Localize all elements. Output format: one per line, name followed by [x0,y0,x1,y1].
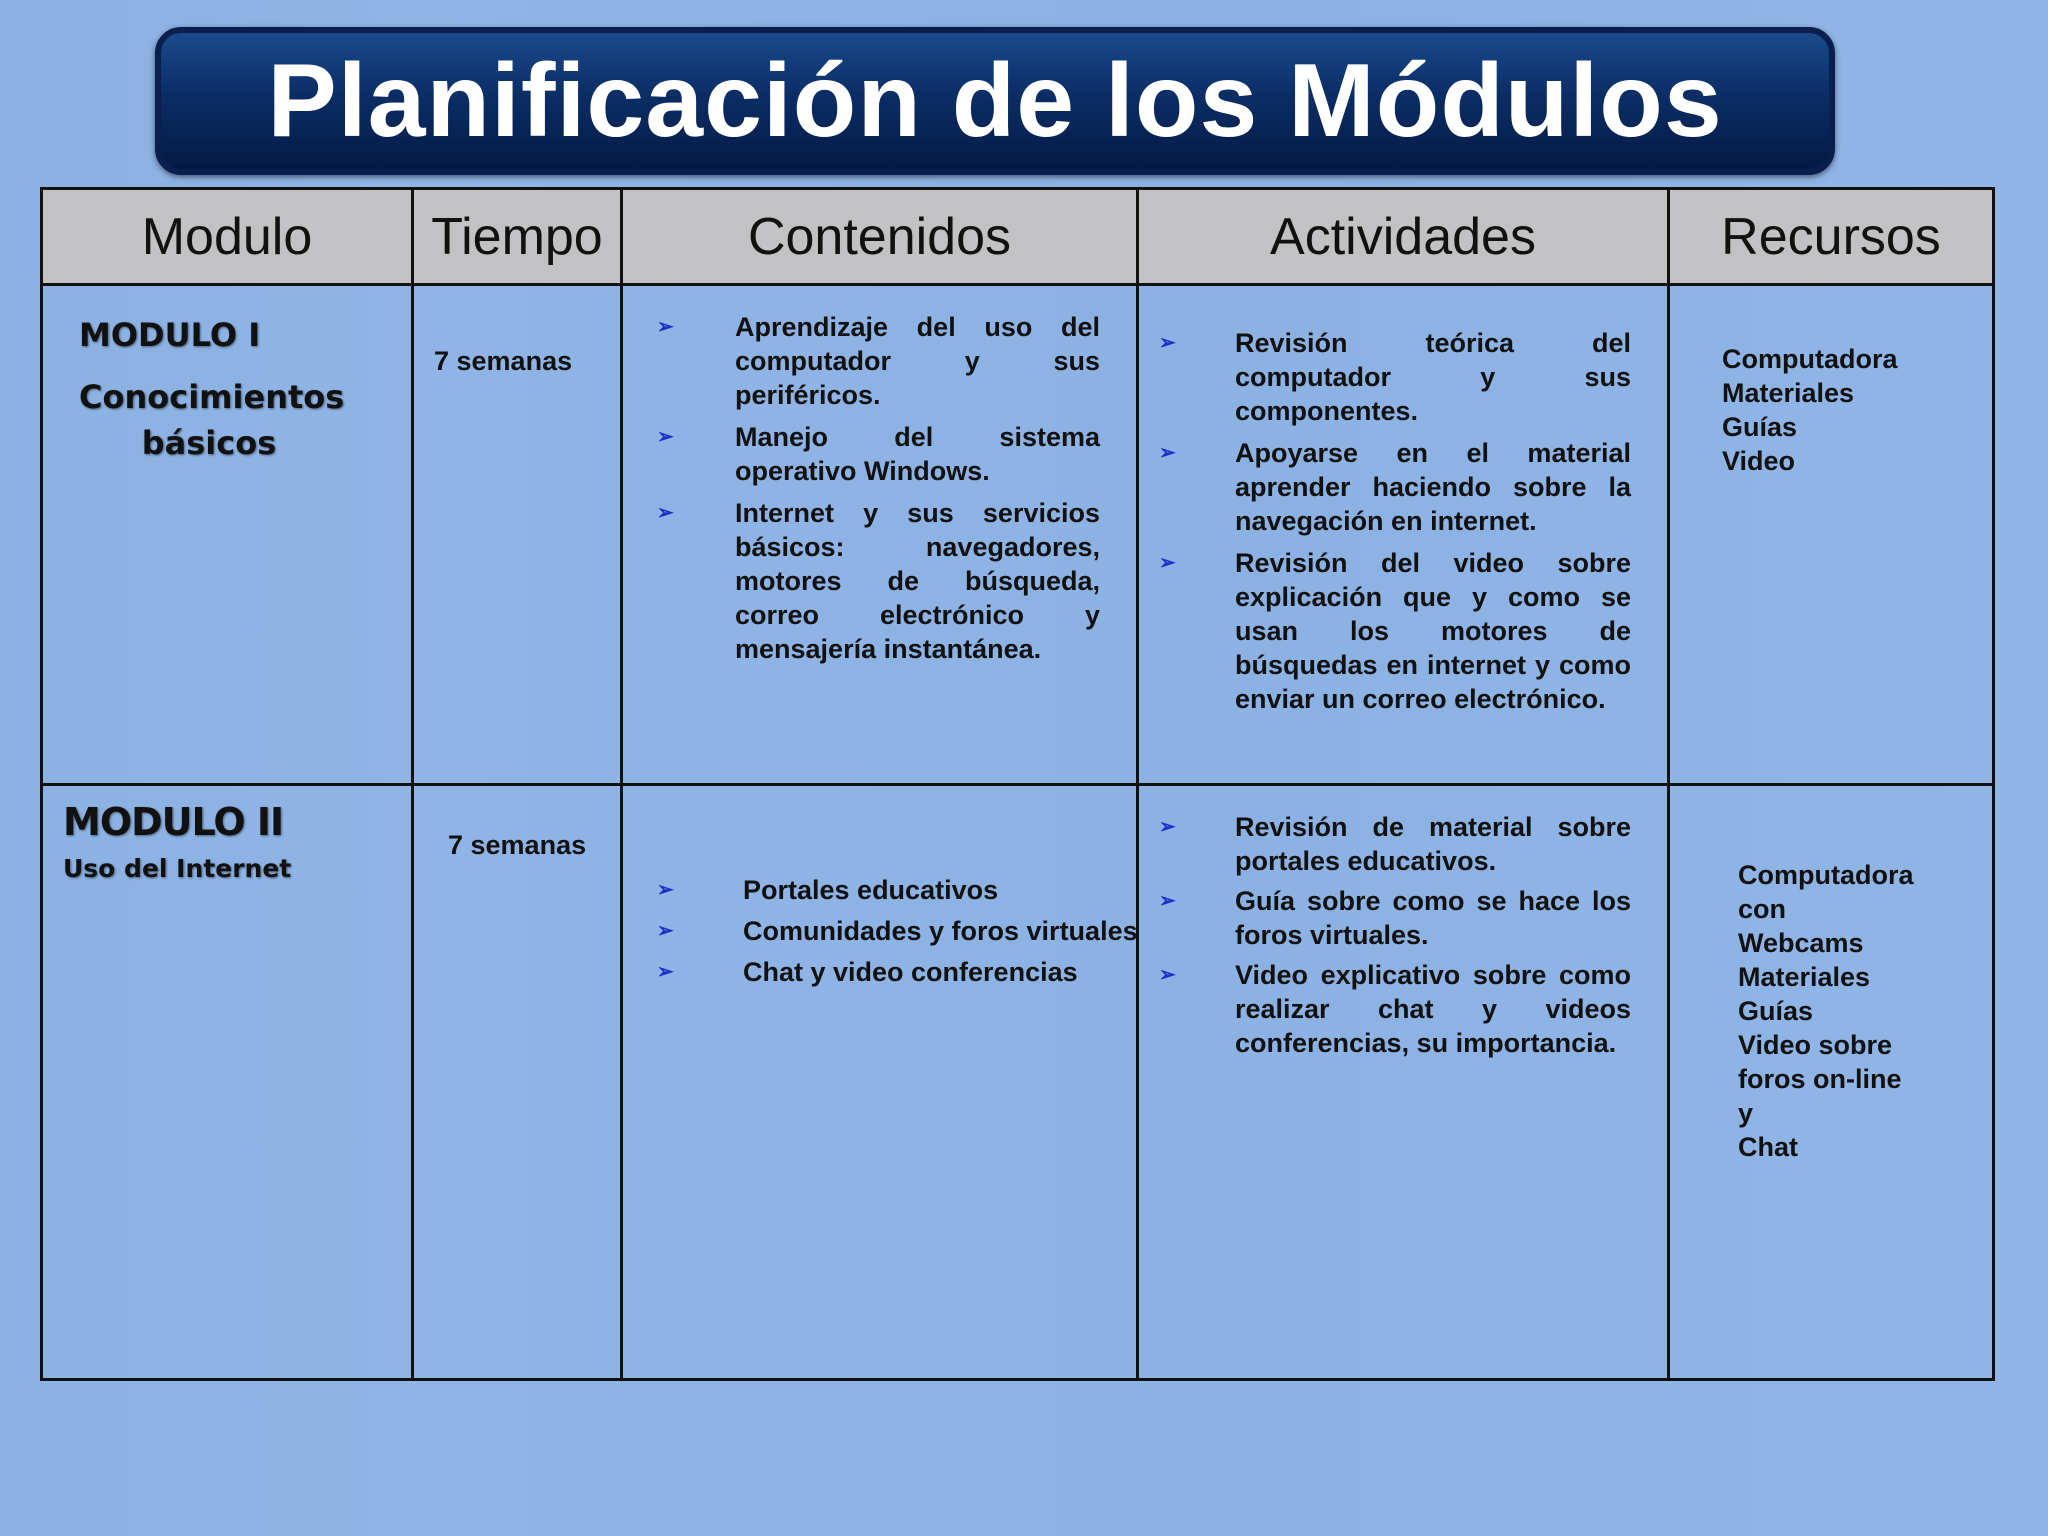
list-item: ➢ Aprendizaje del uso del computador y sus periféricos. [657,312,1100,410]
module-subtitle-text: Conocimientos básicos [79,378,345,462]
list-item: ➢ Manejo del sistema operativo Windows. [657,422,1100,486]
contents-list [657,870,1138,993]
table-row [42,785,1994,1380]
list-item: ➢ Guía sobre como se hace los foros virtuales. [1159,886,1631,950]
arrow-bullet-icon: ➢ [657,879,674,901]
title-banner [155,27,1835,175]
contents-list [657,310,1100,666]
header-tiempo: Tiempo [413,189,622,285]
contents-cell [622,785,1138,1380]
header-modulo: Modulo [42,189,413,285]
activities-cell [1138,785,1669,1380]
time-cell [413,785,622,1380]
list-item: ➢ Revisión del video sobre explicación que y como se usan los motores de búsquedas en internet y como enviar un correo electrónico. [1159,548,1631,714]
activities-list [1159,326,1631,716]
arrow-bullet-icon: ➢ [1159,890,1176,912]
resource-item: Guías [1738,996,1814,1026]
arrow-bullet-icon: ➢ [1159,332,1176,354]
resource-item: Computadora [1738,860,1914,890]
page-title: Planificación de los Módulos [267,42,1723,159]
arrow-bullet-icon: ➢ [1159,442,1176,464]
resource-item: Guías [1722,412,1798,442]
arrow-bullet-icon: ➢ [657,316,674,338]
resource-item: Chat [1738,1132,1798,1162]
resource-item: Materiales [1722,378,1855,408]
list-item: ➢ Chat y video conferencias [743,952,1136,993]
module-subtitle: Uso del Internet [63,854,292,883]
arrow-bullet-icon: ➢ [657,920,674,942]
list-item: ➢ Portales educativos [743,870,1136,911]
arrow-bullet-icon: ➢ [657,502,674,524]
module-cell [42,785,413,1380]
resources-cell [1669,285,1994,785]
contents-cell [622,285,1138,785]
arrow-bullet-icon: ➢ [657,961,674,983]
list-item: ➢ Video explicativo sobre como realizar chat y videos conferencias, su importancia. [1159,960,1631,1058]
time-cell [413,285,622,785]
resources-cell [1669,785,1994,1380]
resource-item: Materiales [1738,962,1871,992]
resources-list [1722,342,1992,478]
module-title: MODULO I [79,316,261,354]
list-item: ➢ Internet y sus servicios básicos: navegadores, motores de búsqueda, correo electrónico y mensajería instantánea. [657,498,1100,664]
module-cell [42,285,413,785]
module-title: MODULO II [63,800,284,844]
activities-list [1159,810,1631,1060]
resource-item: Video sobre [1738,1030,1893,1060]
list-item: ➢ Apoyarse en el material aprender haciendo sobre la navegación en internet. [1159,438,1631,536]
time-value: 7 semanas [434,346,573,376]
list-item: ➢ Revisión de material sobre portales educativos. [1159,812,1631,876]
resources-list [1738,858,1992,1164]
arrow-bullet-icon: ➢ [1159,816,1176,838]
time-value: 7 semanas [448,830,587,860]
header-contenidos: Contenidos [622,189,1138,285]
resource-item: Webcams [1738,928,1864,958]
resource-item: foros on-line [1738,1064,1902,1094]
arrow-bullet-icon: ➢ [1159,552,1176,574]
arrow-bullet-icon: ➢ [657,426,674,448]
resource-item: Video [1722,446,1796,476]
modules-table [40,187,1995,1381]
resource-item: con [1738,894,1787,924]
module-subtitle [79,374,411,466]
header-actividades: Actividades [1138,189,1669,285]
table-header-row [42,189,1994,285]
list-item: ➢ Revisión teórica del computador y sus componentes. [1159,328,1631,426]
arrow-bullet-icon: ➢ [1159,964,1176,986]
resource-item: y [1738,1098,1754,1128]
header-recursos: Recursos [1669,189,1994,285]
list-item: ➢ Comunidades y foros virtuales [743,911,1136,952]
resource-item: Computadora [1722,344,1898,374]
activities-cell [1138,285,1669,785]
table-row [42,285,1994,785]
